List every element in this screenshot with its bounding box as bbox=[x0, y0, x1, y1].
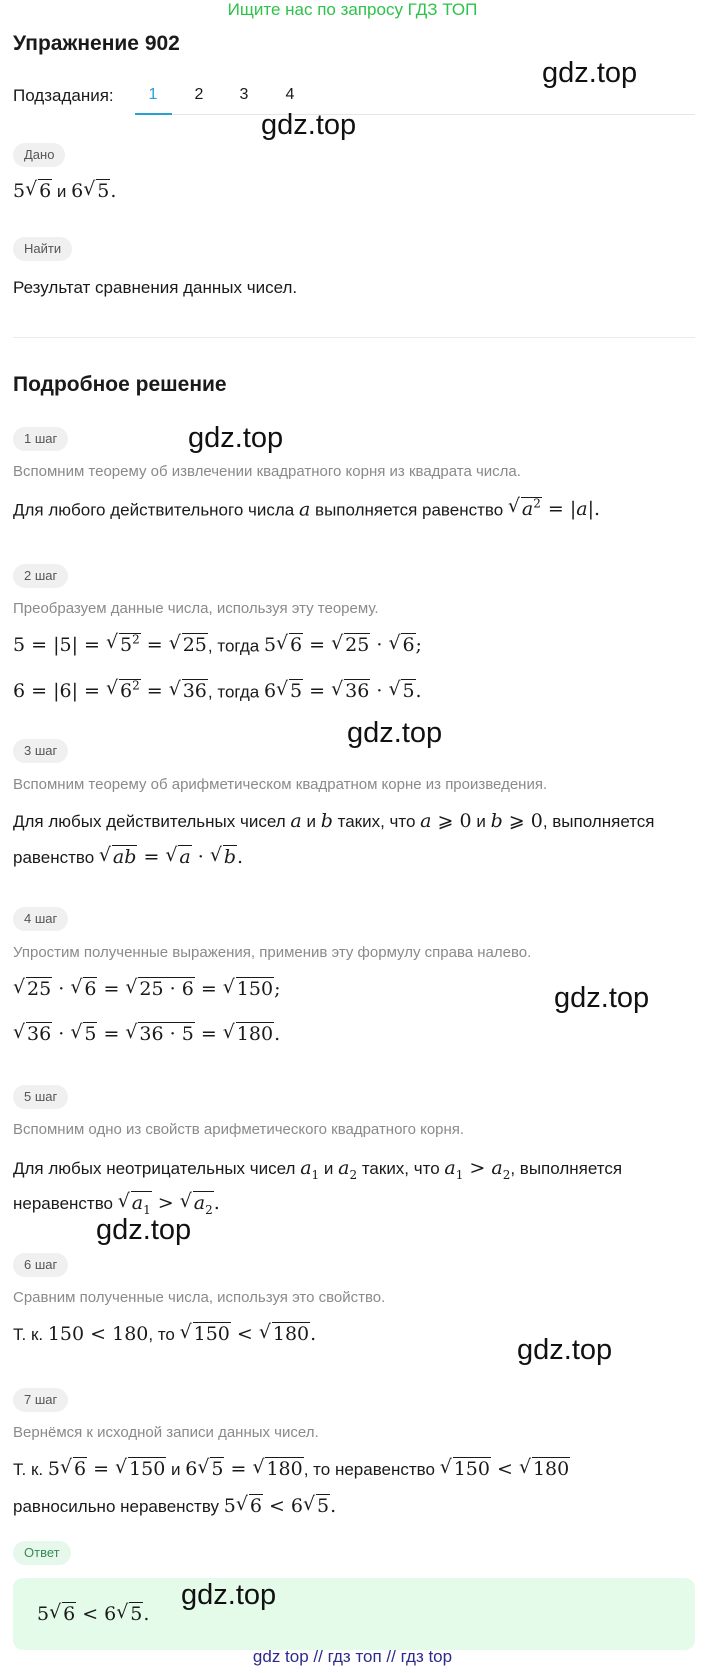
tab-3[interactable]: 3 bbox=[239, 86, 249, 103]
step-3-hint: Вспомним теорему об арифметическом квадратном корне из произведения. bbox=[13, 776, 548, 793]
watermark: gdz.top bbox=[347, 717, 443, 749]
step-5-hint: Вспомним одно из свойств арифметического квадратного корня. bbox=[13, 1121, 465, 1138]
step-4-line-2: √ 36 · √ 5 = √ 36 · 5 = √ 180. bbox=[13, 1023, 280, 1045]
step-3-pill: 3 шаг bbox=[13, 739, 68, 763]
step-1-pill: 1 шаг bbox=[13, 427, 68, 451]
active-tab-indicator bbox=[135, 113, 172, 115]
answer-expression: 5√ 6 < 6√ 5. bbox=[37, 1603, 149, 1625]
top-banner: Ищите нас по запросу ГДЗ ТОП bbox=[227, 0, 478, 19]
step-4-line-1: √ 25 · √ 6 = √ 25 · 6 = √ 150; bbox=[13, 978, 280, 1000]
step-5-line-2: неравенство √ $a_1$ > √ $a_2$. bbox=[13, 1192, 220, 1217]
watermark: gdz.top bbox=[96, 1214, 192, 1246]
step-5-pill: 5 шаг bbox=[13, 1085, 68, 1109]
watermark: gdz.top bbox=[188, 422, 284, 454]
watermark: gdz.top bbox=[261, 109, 357, 141]
step-2-line-2: 6 = |6| = √ $6^2$ = √ 36, тогда 6√ 5 = √ 36 · √ 5. bbox=[13, 679, 422, 702]
watermark: gdz.top bbox=[554, 982, 650, 1014]
step-2-pill: 2 шаг bbox=[13, 564, 68, 588]
subtasks-label: Подзадания: bbox=[13, 86, 114, 105]
section-divider bbox=[13, 337, 695, 338]
step-3-line-2: равенство √ ab = √ a · √ b. bbox=[13, 846, 243, 868]
watermark: gdz.top bbox=[181, 1579, 277, 1611]
step-4-hint: Упростим полученные выражения, применив эту формулу справа налево. bbox=[13, 944, 532, 961]
given-expression: 5√ 6 и 6√ 5. bbox=[13, 180, 116, 202]
page-title: Упражнение 902 bbox=[13, 32, 180, 55]
step-7-pill: 7 шаг bbox=[13, 1388, 68, 1412]
step-2-line-1: 5 = |5| = √ $5^2$ = √ 25, тогда 5√ 6 = √ 25 · √ 6; bbox=[13, 633, 422, 656]
step-3-line-1: Для любых действительных чисел a и b таких, что a ⩾ 0 и b ⩾ 0, выполняется bbox=[13, 810, 655, 832]
step-1-text: Для любого действительного числа a выполняется равенство √ $a^2 = |a|$. bbox=[13, 497, 600, 520]
step-1-hint: Вспомним теорему об извлечении квадратного корня из квадрата числа. bbox=[13, 463, 521, 480]
step-7-hint: Вернёмся к исходной записи данных чисел. bbox=[13, 1424, 319, 1441]
step-5-line-1: Для любых неотрицательных чисел $a_1$ и $a_2$ таких, что $a_1 > a_2$, выполняется bbox=[13, 1157, 623, 1182]
watermark: gdz.top bbox=[542, 57, 638, 89]
find-text: Результат сравнения данных чисел. bbox=[13, 278, 298, 297]
footer-links[interactable]: gdz top // гдз топ // гдз top bbox=[252, 1647, 453, 1666]
step-6-pill: 6 шаг bbox=[13, 1253, 68, 1277]
step-6-text: Т. к. 150 < 180, то √ 150 < √ 180. bbox=[13, 1323, 316, 1345]
step-7-line-2: равносильно неравенству 5√ 6 < 6√ 5. bbox=[13, 1495, 336, 1517]
step-2-hint: Преобразуем данные числа, используя эту теорему. bbox=[13, 600, 379, 617]
step-4-pill: 4 шаг bbox=[13, 907, 68, 931]
answer-pill: Ответ bbox=[13, 1541, 71, 1565]
step-6-hint: Сравним полученные числа, используя это свойство. bbox=[13, 1289, 386, 1306]
tab-1[interactable]: 1 bbox=[148, 86, 158, 103]
step-7-line-1: Т. к. 5√ 6 = √ 150 и 6√ 5 = √ 180, то неравенство √ 150 < √ 180 bbox=[13, 1458, 570, 1480]
solution-title: Подробное решение bbox=[13, 373, 227, 396]
watermark: gdz.top bbox=[517, 1334, 613, 1366]
given-pill: Дано bbox=[13, 143, 65, 167]
tab-4[interactable]: 4 bbox=[285, 86, 295, 103]
find-pill: Найти bbox=[13, 237, 72, 261]
tab-2[interactable]: 2 bbox=[194, 86, 204, 103]
tabs-divider bbox=[135, 114, 695, 115]
